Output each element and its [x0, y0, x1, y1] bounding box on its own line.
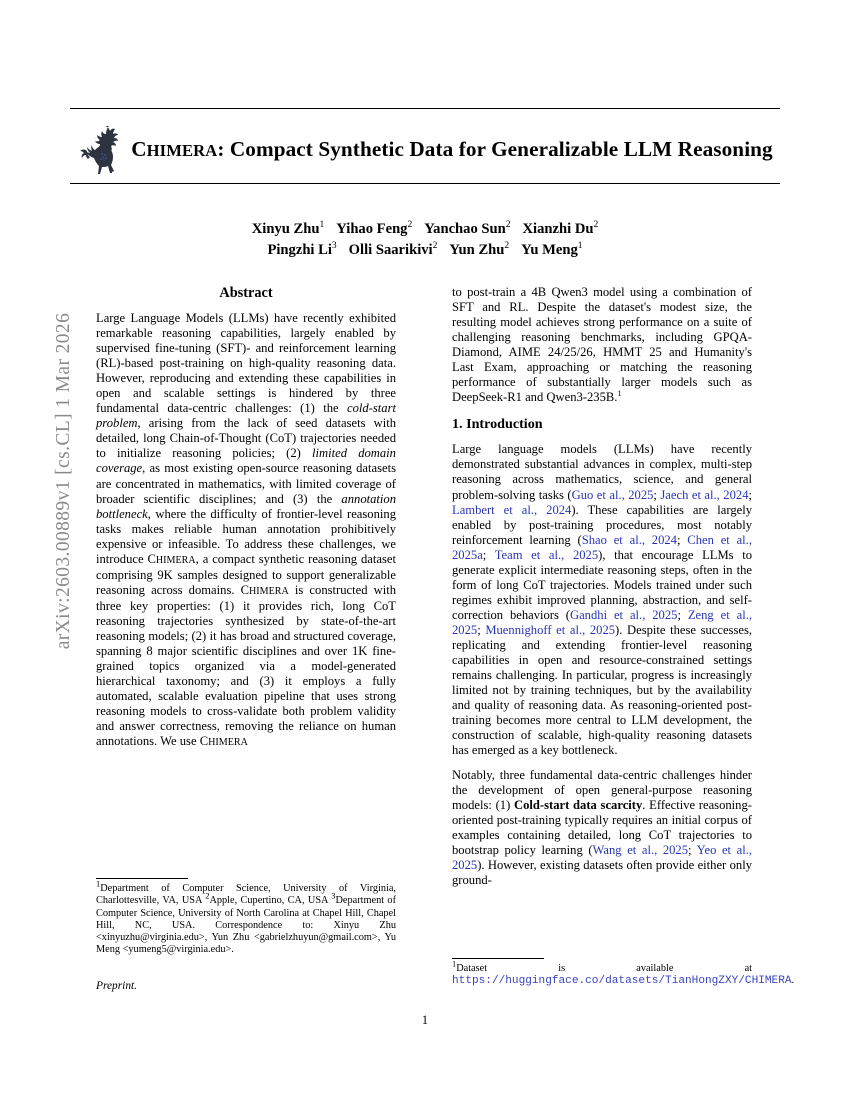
author-name: Yun Zhu$^2$: [449, 241, 510, 258]
footnote-rule-left: [96, 878, 188, 879]
author-name: Yu Meng$^1$: [521, 241, 583, 258]
intro-paragraph-2: Notably, three fundamental data-centric challenges hinder the development of open general-purpose reasoning models: (1) Cold-start data scarcity. Effective reasoning-oriented post-training typically requires an initial corpus of examples containing detailed, long CoT trajectories to bootstrap policy learning (Wang et al., 2025; Yeo et al., 2025). However, existing datasets often provide either only ground-: [452, 767, 752, 888]
abstract-text: Large Language Models (LLMs) have recently exhibited remarkable reasoning capabilities, largely enabled by supervised fine-tuning (SFT)- and reinforcement learning (RL)-based post-training on high-quality reasoning data. However, reproducing and extending these capabilities in open and scalable settings is hindered by three fundamental data-centric challenges: (1) the cold-start problem, arising from the lack of seed datasets with detailed, long Chain-of-Thought (CoT) trajectories needed to initialize reasoning policies; (2) limited domain coverage, as most existing open-source reasoning datasets are concentrated in mathematics, with limited coverage of broader scientific disciplines; and (3) the annotation bottleneck, where the difficulty of frontier-level reasoning tasks makes reliable human annotation prohibitively expensive or infeasible. To address these challenges, we introduce CHIMERA, a compact synthetic reasoning dataset comprising 9K samples designed to support generalizable reasoning across domains. CHIMERA is constructed with three key properties: (1) it provides rich, long CoT reasoning trajectories synthesized by state-of-the-art reasoning models; (2) it has broad and structured coverage, spanning 8 major scientific disciplines and over 1K fine-grained topics organized via a model-generated hierarchical taxonomy; and (3) it employs a fully automated, scalable evaluation pipeline that uses strong reasoning models to cross-validate both problem validity and answer correctness, removing the reliance on human annotations. We use CHIMERA: [96, 311, 396, 749]
author-name: Yihao Feng$^2$: [336, 220, 413, 237]
author-affiliation-marker: 3: [331, 241, 337, 252]
author-name: Xianzhi Du$^2$: [522, 220, 599, 237]
footnote-affiliations: [96, 878, 396, 957]
left-column: [96, 285, 396, 760]
author-name: Olli Saarikivi$^2$: [348, 241, 438, 258]
author-line-2: [70, 240, 780, 261]
abstract-continuation: to post-train a 4B Qwen3 model using a combination of SFT and RL. Despite the dataset's modest size, the resulting model achieves strong performance on a suite of challenging reasoning benchmarks, including GPQA-Diamond, AIME 24/25/26, HMMT 25 and Humanity's Last Exam, approaching or matching the reasoning performance of substantially larger models such as DeepSeek-R1 and Qwen3-235B.$^1$: [452, 285, 752, 405]
author-name: Yanchao Sun$^2$: [424, 220, 511, 237]
author-block: [70, 219, 780, 261]
arxiv-stamp: arXiv:2603.00889v1 [cs.CL] 1 Mar 2026: [53, 312, 74, 650]
right-column: [452, 285, 752, 898]
citation-link[interactable]: Wang et al., 2025: [592, 843, 689, 858]
citation-link[interactable]: Guo et al., 2025: [571, 487, 654, 502]
citation-link[interactable]: Gandhi et al., 2025: [570, 607, 678, 622]
footnote-dataset: [452, 958, 795, 988]
citation-link[interactable]: Team et al., 2025: [494, 547, 599, 562]
footnote-affiliations-text: $^1$Department of Computer Science, University of Virginia, Charlottesville, VA, USA $^2$Apple, Cupertino, CA, USA $^3$Department of Computer Science, University of North Carolina at Chapel Hill, Chapel Hill, NC, USA. Correspondence to: Xinyu Zhu <xinyuzhu@virginia.edu>, Yun Zhu <gabrielzhuyun@gmail.com>, Yu Meng <yumeng5@virginia.edu>.: [96, 879, 397, 956]
author-affiliation-marker: 2: [505, 220, 511, 231]
title-chimera-rest: HIMERA: [146, 140, 218, 160]
header-rule-bottom: [70, 183, 780, 184]
page-number: 1: [421, 1013, 429, 1027]
author-affiliation-marker: 2: [504, 241, 510, 252]
footnote-rule-right: [452, 958, 544, 959]
author-line-1: [70, 219, 780, 240]
section-heading-introduction: 1. Introduction: [452, 416, 543, 433]
smallcaps-chimera: CHIMERA: [147, 551, 196, 566]
author-affiliation-marker: 2: [432, 241, 438, 252]
smallcaps-chimera: CHIMERA: [240, 582, 289, 597]
citation-link[interactable]: Yeo et al., 2025: [452, 843, 752, 873]
dataset-url-link[interactable]: https://huggingface.co/datasets/TianHongZXY/CHIMERA: [452, 975, 792, 988]
author-name: Xinyu Zhu$^1$: [251, 220, 325, 237]
preprint-label: Preprint.: [96, 980, 138, 992]
header-rule-top: [70, 108, 780, 109]
author-affiliation-marker: 1: [319, 220, 325, 231]
title-remainder: : Compact Synthetic Data for Generalizable LLM Reasoning: [217, 136, 773, 161]
intro-paragraph-1: Large language models (LLMs) have recently demonstrated substantial advances in complex, multi-step reasoning across mathematics, science, and general problem-solving tasks (Guo et al., 2025; Jaech et al., 2024; Lambert et al., 2024). These capabilities are largely enabled by post-training procedures, most notably reinforcement learning (Shao et al., 2024; Chen et al., 2025a; Team et al., 2025), that encourage LLMs to generate explicit intermediate reasoning steps, often in the form of long CoT trajectories. Models trained under such regimes exhibit improved planning, abstraction, and self-correction behaviors (Gandhi et al., 2025; Zeng et al., 2025; Muennighoff et al., 2025). Despite these successes, replicating and extending frontier-level reasoning capabilities in open and resource-constrained settings remains challenging. In particular, progress is increasingly limited not by training techniques, but by the availability and quality of reasoning data. As reasoning-oriented post-training becomes more central to LLM development, the construction of scalable, high-quality reasoning datasets has emerged as a key bottleneck.: [452, 442, 753, 758]
citation-link[interactable]: Lambert et al., 2024: [452, 502, 572, 517]
author-affiliation-marker: 1: [577, 241, 583, 252]
abstract-heading: Abstract: [219, 285, 273, 301]
chimera-lion-logo: [77, 123, 123, 175]
author-affiliation-marker: 2: [407, 220, 413, 231]
author-name: Pingzhi Li$^3$: [267, 241, 337, 258]
smallcaps-chimera: CHIMERA: [199, 734, 248, 749]
citation-link[interactable]: Shao et al., 2024: [581, 532, 677, 547]
title-chimera-first: C: [131, 136, 147, 161]
title-row: [70, 118, 780, 180]
citation-link[interactable]: Chen et al., 2025a: [452, 532, 752, 562]
footnote-dataset-text: $^1$Dataset is available at https://huggingface.co/datasets/TianHongZXY/CHIMERA.: [452, 959, 795, 988]
citation-link[interactable]: Zeng et al., 2025: [452, 607, 752, 637]
citation-link[interactable]: Muennighoff et al., 2025: [485, 622, 616, 637]
citation-link[interactable]: Jaech et al., 2024: [660, 487, 749, 502]
author-affiliation-marker: 2: [593, 220, 599, 231]
page-title: [131, 137, 773, 162]
